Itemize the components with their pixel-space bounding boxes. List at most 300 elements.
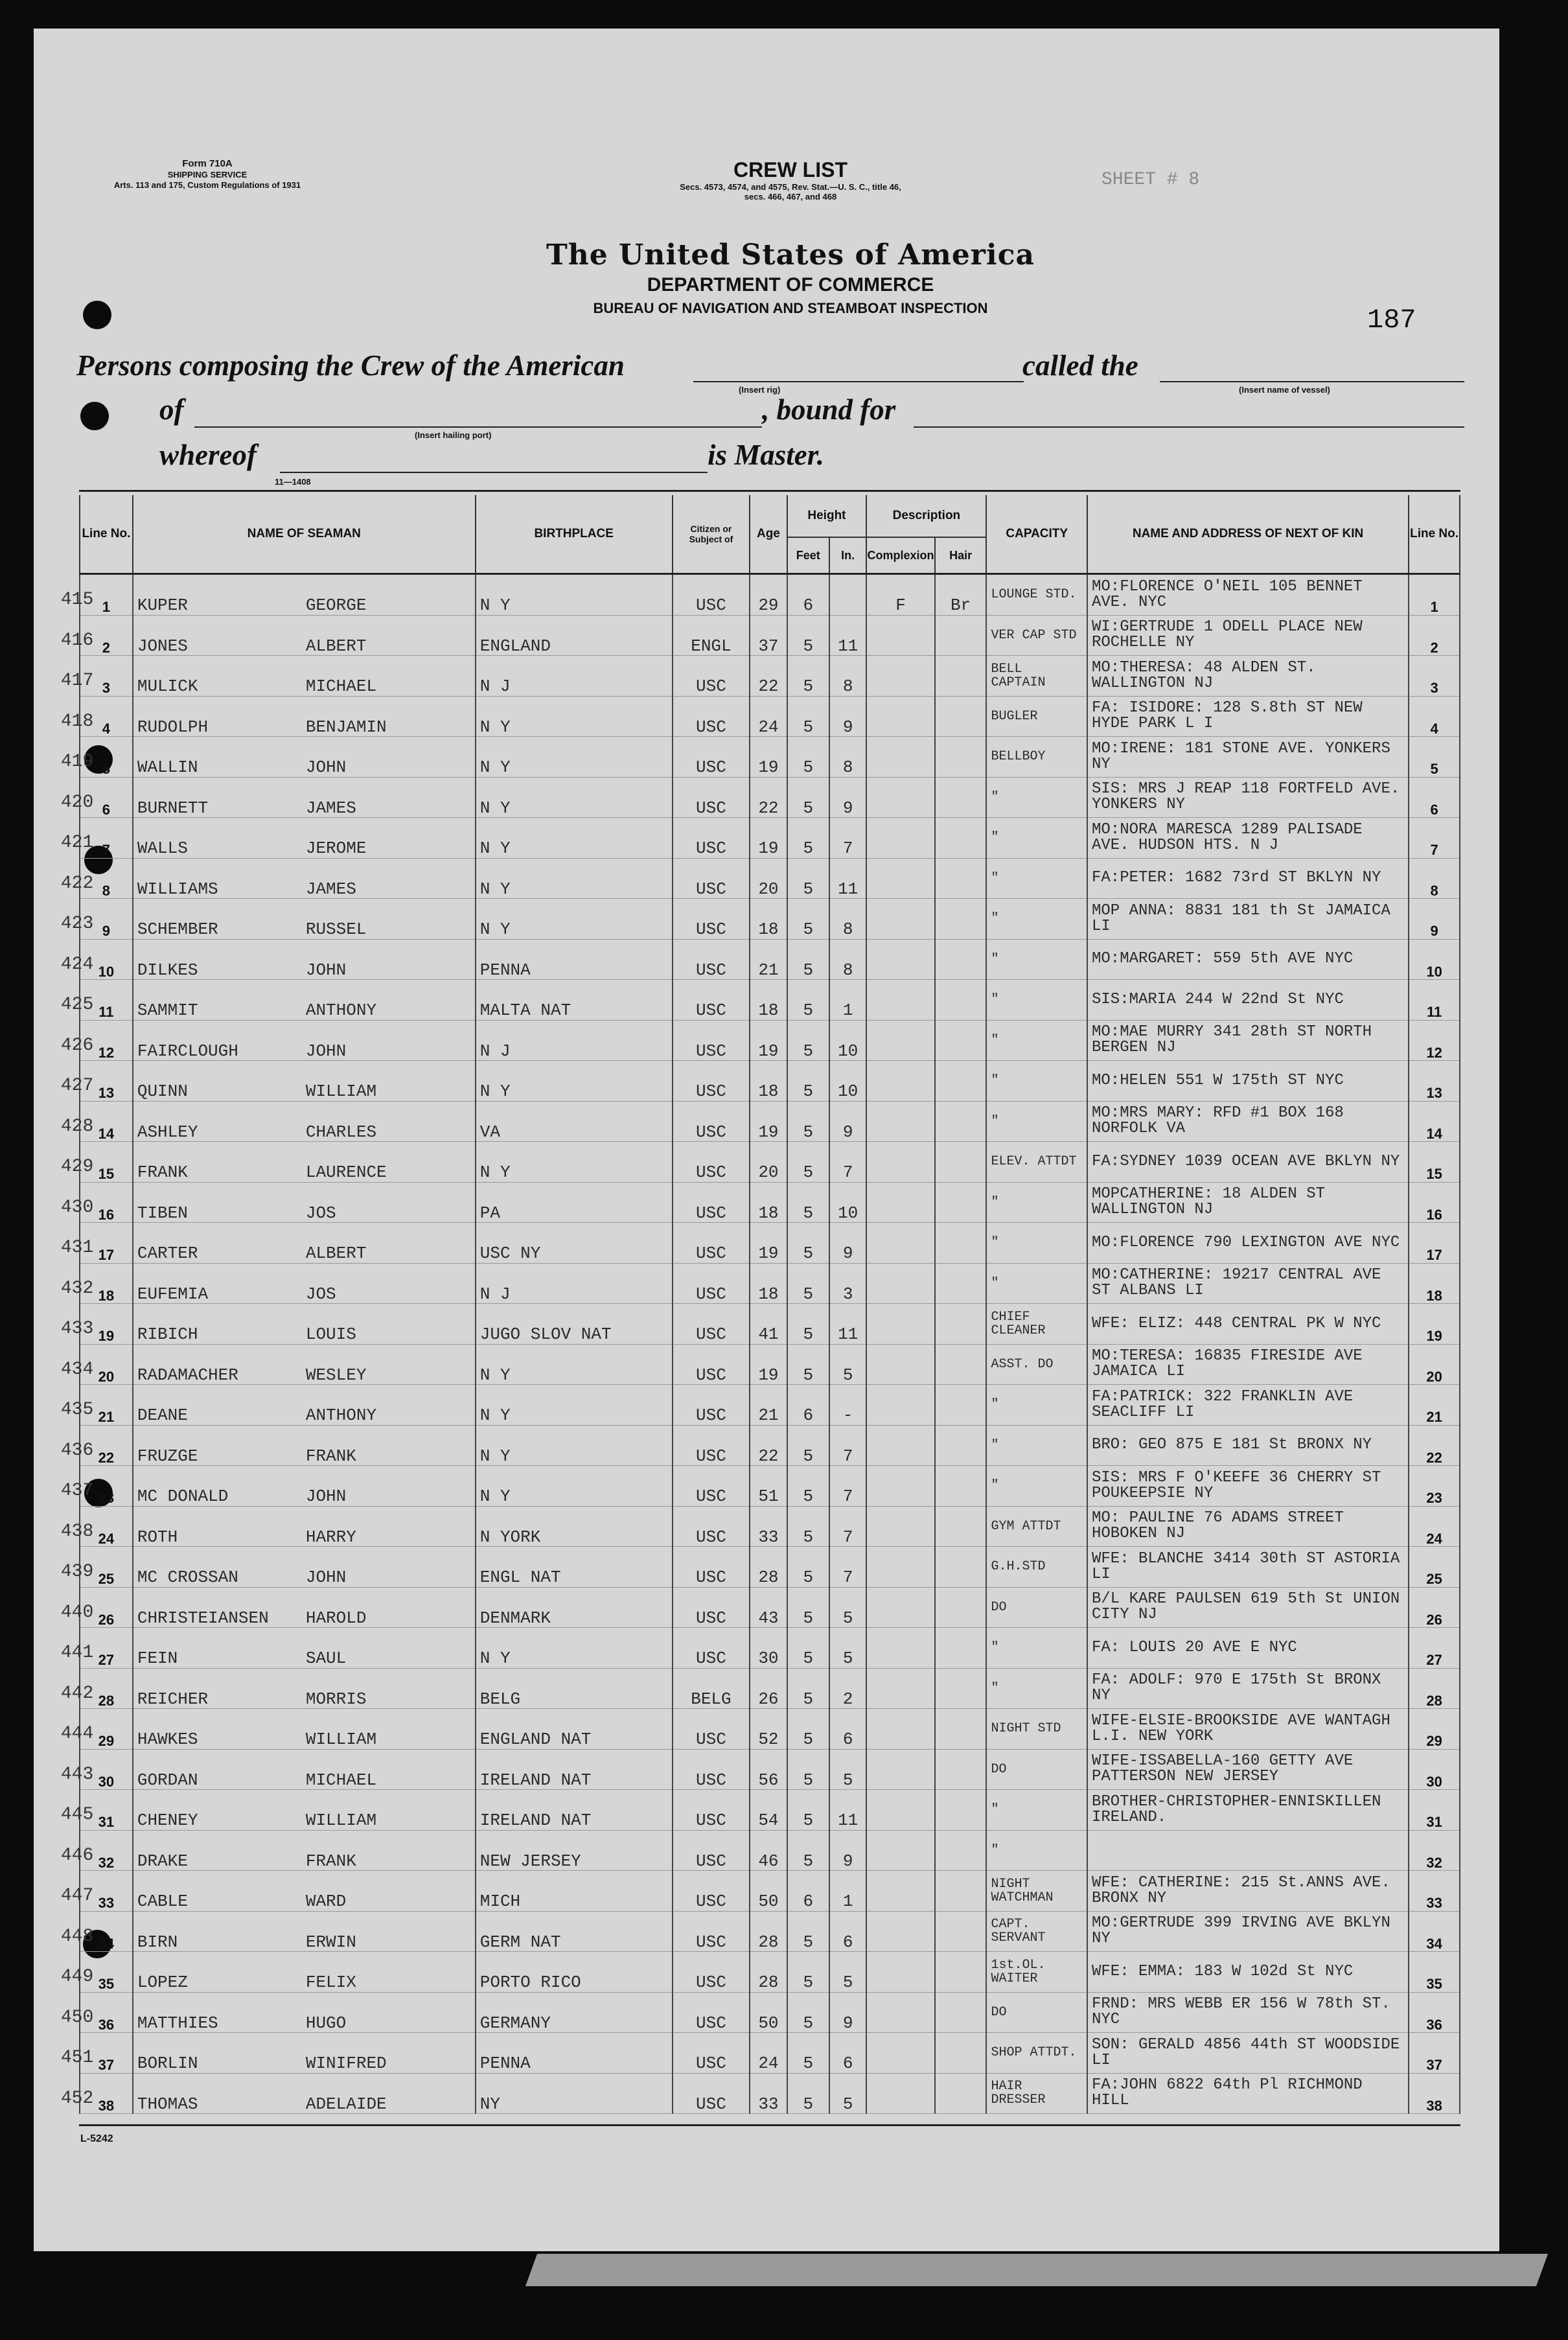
birthplace: ENGL NAT [476, 1547, 673, 1588]
crew-row [80, 1061, 1460, 1102]
crew-row [80, 1425, 1460, 1466]
complexion [866, 818, 934, 859]
row-line-no: 29 [80, 1709, 133, 1750]
row-line-no: 24 [80, 1506, 133, 1547]
hair: Br [935, 574, 987, 616]
complexion [866, 1304, 934, 1345]
outer-line-number: 419 [60, 752, 94, 772]
citizenship: USC [673, 1871, 750, 1912]
last-name: FEIN [137, 1649, 178, 1669]
height-feet: 5 [787, 1952, 829, 1993]
crew-row [80, 1385, 1460, 1426]
row-line-no: 4 [80, 696, 133, 737]
last-name: RADAMACHER [137, 1365, 238, 1385]
height-feet: 5 [787, 696, 829, 737]
row-line-no-right: 33 [1409, 1871, 1460, 1912]
outer-line-number: 450 [60, 2007, 94, 2028]
row-line-no: 30 [80, 1749, 133, 1790]
col-feet: Feet [787, 537, 829, 574]
first-name: MORRIS [305, 1689, 367, 1709]
hair [935, 1668, 987, 1709]
age: 19 [750, 1344, 787, 1385]
height-feet: 5 [787, 1223, 829, 1264]
crew-row [80, 1304, 1460, 1345]
outer-line-number: 425 [60, 995, 94, 1015]
height-feet: 5 [787, 1466, 829, 1507]
citizenship: USC [673, 574, 750, 616]
hair [935, 939, 987, 980]
col-name: NAME OF SEAMAN [133, 495, 476, 574]
row-line-no: 7 [80, 818, 133, 859]
height-feet: 5 [787, 1587, 829, 1628]
col-next-of-kin: NAME AND ADDRESS OF NEXT OF KIN [1087, 495, 1409, 574]
row-line-no: 10 [80, 939, 133, 980]
next-of-kin: SON: GERALD 4856 44th ST WOODSIDE LI [1087, 2033, 1409, 2074]
last-name: FAIRCLOUGH [137, 1041, 238, 1061]
outer-line-number: 423 [60, 914, 94, 934]
next-of-kin: FA: LOUIS 20 AVE E NYC [1087, 1628, 1409, 1669]
seaman-name [60, 858, 476, 899]
crew-row [80, 1871, 1460, 1912]
row-line-no: 20 [80, 1344, 133, 1385]
height-feet: 5 [787, 1263, 829, 1304]
hair [935, 1992, 987, 2033]
complexion [866, 1223, 934, 1264]
col-hair: Hair [935, 537, 987, 574]
last-name: MC CROSSAN [137, 1568, 238, 1588]
first-name: JOHN [305, 1568, 347, 1588]
height-feet: 5 [787, 2073, 829, 2114]
first-name: ERWIN [305, 1932, 356, 1952]
height-feet: 5 [787, 1304, 829, 1345]
capacity: ASST. DO [986, 1344, 1087, 1385]
birthplace: N Y [476, 574, 673, 616]
complexion [866, 656, 934, 697]
complexion [866, 1182, 934, 1223]
citizenship: USC [673, 1425, 750, 1466]
outer-line-number: 422 [60, 873, 94, 894]
outer-line-number: 443 [60, 1764, 94, 1785]
hair [935, 1344, 987, 1385]
citizenship: USC [673, 1749, 750, 1790]
complexion [866, 980, 934, 1021]
first-name: JOHN [305, 1487, 347, 1507]
height-inches: 5 [829, 1952, 866, 1993]
next-of-kin: MO:IRENE: 181 STONE AVE. YONKERS NY [1087, 737, 1409, 778]
height-inches: 7 [829, 1506, 866, 1547]
birthplace: N Y [476, 818, 673, 859]
crew-row [80, 1344, 1460, 1385]
crew-row [80, 777, 1460, 818]
hair [935, 1101, 987, 1142]
crew-row [80, 980, 1460, 1021]
last-name: CABLE [137, 1892, 188, 1912]
capacity: " [986, 980, 1087, 1021]
last-name: WALLS [137, 839, 188, 859]
citizenship: USC [673, 1992, 750, 2033]
birthplace: VA [476, 1101, 673, 1142]
first-name: ANTHONY [305, 1001, 377, 1021]
capacity: " [986, 939, 1087, 980]
height-inches: 1 [829, 980, 866, 1021]
next-of-kin: FA:PATRICK: 322 FRANKLIN AVE SEACLIFF LI [1087, 1385, 1409, 1426]
row-line-no-right: 10 [1409, 939, 1460, 980]
citizenship: USC [673, 1344, 750, 1385]
birthplace: N Y [476, 1142, 673, 1183]
height-feet: 5 [787, 980, 829, 1021]
hair [935, 1547, 987, 1588]
next-of-kin: MO:FLORENCE 790 LEXINGTON AVE NYC [1087, 1223, 1409, 1264]
hair [935, 899, 987, 940]
next-of-kin: MO:THERESA: 48 ALDEN ST. WALLINGTON NJ [1087, 656, 1409, 697]
crew-row [80, 1020, 1460, 1061]
outer-line-number: 446 [60, 1845, 94, 1866]
row-line-no-right: 21 [1409, 1385, 1460, 1426]
outer-line-number: 429 [60, 1157, 94, 1177]
page-number: 187 [1367, 305, 1416, 336]
height-inches: - [829, 1385, 866, 1426]
row-line-no-right: 3 [1409, 656, 1460, 697]
row-line-no: 25 [80, 1547, 133, 1588]
next-of-kin: FA:SYDNEY 1039 OCEAN AVE BKLYN NY [1087, 1142, 1409, 1183]
height-inches: 8 [829, 656, 866, 697]
row-line-no: 32 [80, 1830, 133, 1871]
outer-line-number: 436 [60, 1440, 94, 1461]
last-name: FRUZGE [137, 1446, 198, 1466]
row-line-no-right: 38 [1409, 2073, 1460, 2114]
last-name: CARTER [137, 1244, 198, 1264]
birthplace: N Y [476, 1425, 673, 1466]
last-name: ASHLEY [137, 1122, 198, 1142]
height-feet: 5 [787, 1020, 829, 1061]
last-name: WILLIAMS [137, 879, 218, 899]
sheet-number: SHEET # 8 [1101, 170, 1200, 190]
row-line-no: 8 [80, 858, 133, 899]
capacity: ELEV. ATTDT [986, 1142, 1087, 1183]
first-name: LAURENCE [305, 1163, 387, 1183]
height-feet: 5 [787, 1628, 829, 1669]
height-inches: 8 [829, 899, 866, 940]
row-line-no-right: 30 [1409, 1749, 1460, 1790]
height-inches: 9 [829, 696, 866, 737]
crew-statement-line-3: whereof [159, 439, 257, 471]
first-name: ANTHONY [305, 1406, 377, 1426]
birthplace: IRELAND NAT [476, 1749, 673, 1790]
height-feet: 5 [787, 1142, 829, 1183]
outer-line-number: 433 [60, 1319, 94, 1339]
hair [935, 1709, 987, 1750]
row-line-no-right: 1 [1409, 574, 1460, 616]
height-inches: 11 [829, 858, 866, 899]
birthplace: N Y [476, 1344, 673, 1385]
col-birthplace: BIRTHPLACE [476, 495, 673, 574]
first-name: HUGO [305, 2013, 347, 2033]
age: 18 [750, 1182, 787, 1223]
birthplace: N Y [476, 858, 673, 899]
outer-line-number: 421 [60, 833, 94, 853]
complexion [866, 1628, 934, 1669]
outer-line-number: 452 [60, 2088, 94, 2109]
last-name: SCHEMBER [137, 920, 218, 940]
capacity: " [986, 818, 1087, 859]
last-name: MC DONALD [137, 1487, 229, 1507]
age: 37 [750, 615, 787, 656]
outer-line-number: 430 [60, 1197, 94, 1218]
age: 20 [750, 858, 787, 899]
last-name: MATTHIES [137, 2013, 218, 2033]
age: 19 [750, 818, 787, 859]
birthplace: NY [476, 2073, 673, 2114]
first-name: RUSSEL [305, 920, 367, 940]
citizenship: USC [673, 1466, 750, 1507]
first-name: MICHAEL [305, 677, 377, 697]
height-feet: 5 [787, 1425, 829, 1466]
row-line-no: 12 [80, 1020, 133, 1061]
row-line-no: 3 [80, 656, 133, 697]
last-name: FRANK [137, 1163, 188, 1183]
row-line-no: 31 [80, 1790, 133, 1831]
row-line-no-right: 17 [1409, 1223, 1460, 1264]
statutes-line-2: secs. 466, 467, and 468 [744, 192, 837, 202]
first-name: ALBERT [305, 636, 367, 656]
height-feet: 5 [787, 939, 829, 980]
capacity: CAPT. SERVANT [986, 1911, 1087, 1952]
crew-row [80, 1263, 1460, 1304]
row-line-no-right: 19 [1409, 1304, 1460, 1345]
capacity: DO [986, 1992, 1087, 2033]
row-line-no-right: 25 [1409, 1547, 1460, 1588]
crew-row [80, 737, 1460, 778]
citizenship: USC [673, 939, 750, 980]
row-line-no-right: 16 [1409, 1182, 1460, 1223]
next-of-kin: MO: PAULINE 76 ADAMS STREET HOBOKEN NJ [1087, 1506, 1409, 1547]
next-of-kin: BROTHER-CHRISTOPHER-ENNISKILLEN IRELAND. [1087, 1790, 1409, 1831]
age: 33 [750, 2073, 787, 2114]
height-feet: 5 [787, 858, 829, 899]
complexion [866, 2073, 934, 2114]
row-line-no: 36 [80, 1992, 133, 2033]
first-name: JAMES [305, 798, 356, 818]
crew-row [80, 615, 1460, 656]
age: 33 [750, 1506, 787, 1547]
citizenship: ENGL [673, 615, 750, 656]
first-name: HAROLD [305, 1608, 367, 1628]
row-line-no-right: 4 [1409, 696, 1460, 737]
crew-row [80, 1587, 1460, 1628]
outer-line-number: 427 [60, 1076, 94, 1096]
next-of-kin: MO:NORA MARESCA 1289 PALISADE AVE. HUDSON HTS. N J [1087, 818, 1409, 859]
row-line-no: 11 [80, 980, 133, 1021]
height-inches: 5 [829, 1628, 866, 1669]
crew-statement-line-1: Persons composing the Crew of the American [76, 349, 625, 382]
row-line-no-right: 26 [1409, 1587, 1460, 1628]
height-feet: 5 [787, 1101, 829, 1142]
outer-line-number: 451 [60, 2048, 94, 2068]
next-of-kin: SIS:MARIA 244 W 22nd St NYC [1087, 980, 1409, 1021]
first-name: CHARLES [305, 1122, 377, 1142]
capacity: " [986, 1790, 1087, 1831]
row-line-no: 14 [80, 1101, 133, 1142]
citizenship: USC [673, 1790, 750, 1831]
outer-line-number: 444 [60, 1724, 94, 1744]
citizenship: USC [673, 1061, 750, 1102]
complexion [866, 899, 934, 940]
outer-line-number: 424 [60, 954, 94, 975]
hair [935, 1830, 987, 1871]
row-line-no: 5 [80, 737, 133, 778]
hair [935, 858, 987, 899]
crew-row [80, 899, 1460, 940]
age: 51 [750, 1466, 787, 1507]
row-line-no: 2 [80, 615, 133, 656]
crew-row [80, 2033, 1460, 2074]
bureau-name: BUREAU OF NAVIGATION AND STEAMBOAT INSPECTION [593, 300, 988, 316]
citizenship: USC [673, 1628, 750, 1669]
outer-line-number: 415 [60, 590, 94, 610]
birthplace: N J [476, 1020, 673, 1061]
row-line-no-right: 14 [1409, 1101, 1460, 1142]
next-of-kin: WFE: CATHERINE: 215 St.ANNS AVE. BRONX NY [1087, 1871, 1409, 1912]
row-line-no-right: 20 [1409, 1344, 1460, 1385]
last-name: BORLIN [137, 2054, 198, 2074]
row-line-no: 34 [80, 1911, 133, 1952]
row-line-no: 26 [80, 1587, 133, 1628]
citizenship: USC [673, 899, 750, 940]
height-inches: 11 [829, 615, 866, 656]
complexion [866, 1547, 934, 1588]
age: 18 [750, 1263, 787, 1304]
hair [935, 1790, 987, 1831]
first-name: JOHN [305, 1041, 347, 1061]
birthplace: IRELAND NAT [476, 1790, 673, 1831]
height-inches: 7 [829, 1547, 866, 1588]
height-feet: 5 [787, 1709, 829, 1750]
next-of-kin: MO:TERESA: 16835 FIRESIDE AVE JAMAICA LI [1087, 1344, 1409, 1385]
first-name: LOUIS [305, 1325, 356, 1345]
citizenship: USC [673, 1304, 750, 1345]
row-line-no-right: 12 [1409, 1020, 1460, 1061]
capacity: 1st.OL. WAITER [986, 1952, 1087, 1993]
birthplace: N Y [476, 737, 673, 778]
citizenship: USC [673, 1709, 750, 1750]
capacity: BELL CAPTAIN [986, 656, 1087, 697]
outer-line-number: 449 [60, 1967, 94, 1987]
first-name: ADELAIDE [305, 2094, 387, 2114]
first-name: MICHAEL [305, 1770, 377, 1790]
crew-row [80, 858, 1460, 899]
hair [935, 1871, 987, 1912]
form-number: Form 710A [182, 158, 233, 169]
first-name: JEROME [305, 839, 367, 859]
complexion [866, 1061, 934, 1102]
age: 19 [750, 737, 787, 778]
citizenship: USC [673, 858, 750, 899]
first-name: SAUL [305, 1649, 347, 1669]
birthplace: PA [476, 1182, 673, 1223]
birthplace: N Y [476, 899, 673, 940]
first-name: FRANK [305, 1446, 356, 1466]
hair [935, 1749, 987, 1790]
birthplace: PENNA [476, 2033, 673, 2074]
birthplace: N J [476, 656, 673, 697]
crew-row [80, 1142, 1460, 1183]
crew-row [80, 1668, 1460, 1709]
citizenship: USC [673, 1223, 750, 1264]
punch-hole [80, 402, 109, 430]
age: 52 [750, 1709, 787, 1750]
last-name: DRAKE [137, 1851, 188, 1871]
citizenship: USC [673, 1020, 750, 1061]
height-inches: 6 [829, 2033, 866, 2074]
col-line-no-right: Line No. [1409, 495, 1460, 574]
seaman-name [60, 615, 476, 656]
crew-row [80, 1992, 1460, 2033]
age: 20 [750, 1142, 787, 1183]
next-of-kin: B/L KARE PAULSEN 619 5th St UNION CITY NJ [1087, 1587, 1409, 1628]
row-line-no: 23 [80, 1466, 133, 1507]
height-inches: 3 [829, 1263, 866, 1304]
row-line-no: 17 [80, 1223, 133, 1264]
is-master-label: is Master. [708, 439, 825, 471]
complexion [866, 1992, 934, 2033]
complexion [866, 1587, 934, 1628]
height-inches: 7 [829, 818, 866, 859]
hair [935, 615, 987, 656]
department-name: DEPARTMENT OF COMMERCE [647, 274, 934, 295]
crew-row [80, 2073, 1460, 2114]
outer-line-number: 437 [60, 1481, 94, 1501]
hair [935, 980, 987, 1021]
crew-row [80, 1101, 1460, 1142]
crew-row [80, 696, 1460, 737]
citizenship: BELG [673, 1668, 750, 1709]
complexion [866, 1506, 934, 1547]
height-inches: 8 [829, 939, 866, 980]
outer-line-number: 442 [60, 1683, 94, 1704]
capacity: LOUNGE STD. [986, 574, 1087, 616]
first-name: BENJAMIN [305, 717, 387, 737]
row-line-no: 38 [80, 2073, 133, 2114]
citizenship: USC [673, 737, 750, 778]
row-line-no: 6 [80, 777, 133, 818]
height-inches: 8 [829, 737, 866, 778]
age: 28 [750, 1911, 787, 1952]
next-of-kin: WFE: ELIZ: 448 CENTRAL PK W NYC [1087, 1304, 1409, 1345]
row-line-no-right: 28 [1409, 1668, 1460, 1709]
crew-row [80, 1749, 1460, 1790]
next-of-kin: MO:MAE MURRY 341 28th ST NORTH BERGEN NJ [1087, 1020, 1409, 1061]
crew-row [80, 1628, 1460, 1669]
capacity: DO [986, 1749, 1087, 1790]
last-name: JONES [137, 636, 188, 656]
citizenship: USC [673, 656, 750, 697]
crew-row [80, 1952, 1460, 1993]
row-line-no-right: 9 [1409, 899, 1460, 940]
col-age: Age [750, 495, 787, 574]
birthplace: N Y [476, 696, 673, 737]
outer-line-number: 439 [60, 1562, 94, 1582]
complexion [866, 1871, 934, 1912]
height-feet: 5 [787, 1061, 829, 1102]
row-line-no: 15 [80, 1142, 133, 1183]
crew-row [80, 1709, 1460, 1750]
capacity: NIGHT STD [986, 1709, 1087, 1750]
complexion [866, 1425, 934, 1466]
crew-row [80, 574, 1460, 616]
first-name: JOS [305, 1284, 336, 1304]
vessel-name-hint: (Insert name of vessel) [1239, 385, 1330, 395]
age: 18 [750, 1061, 787, 1102]
